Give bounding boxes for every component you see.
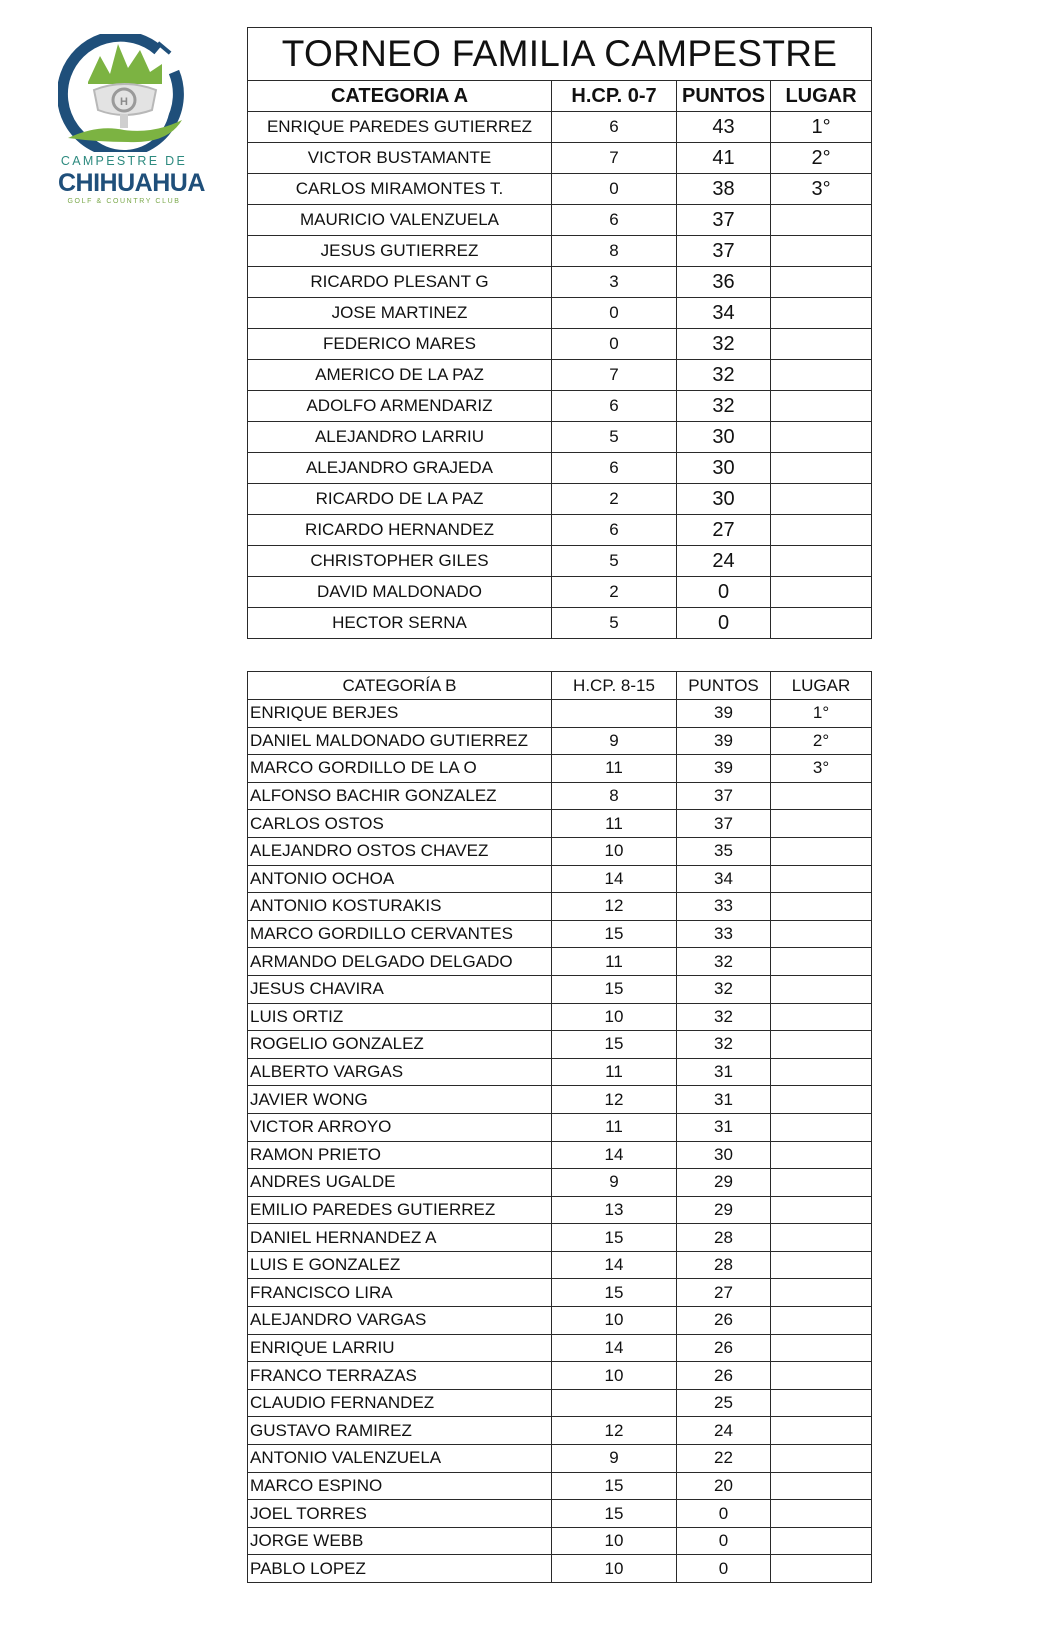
player-name-cell: RICARDO PLESANT G <box>248 267 552 298</box>
points-cell: 36 <box>677 267 771 298</box>
place-cell <box>771 267 872 298</box>
table-row <box>248 1472 872 1500</box>
table-row <box>248 1307 872 1335</box>
handicap-cell <box>552 700 677 728</box>
table-row <box>248 810 872 838</box>
place-cell <box>771 329 872 360</box>
handicap-cell: 11 <box>552 755 677 783</box>
place-cell: 2° <box>771 143 872 174</box>
player-name-cell: RAMON PRIETO <box>248 1141 552 1169</box>
handicap-cell: 15 <box>552 1472 677 1500</box>
points-cell: 43 <box>677 112 771 143</box>
points-cell: 26 <box>677 1334 771 1362</box>
table-row <box>248 1417 872 1445</box>
table-row <box>248 1086 872 1114</box>
handicap-cell: 15 <box>552 1031 677 1059</box>
player-name-cell: PABLO LOPEZ <box>248 1555 552 1583</box>
table-row <box>248 1389 872 1417</box>
place-cell <box>771 1113 872 1141</box>
table-row <box>248 727 872 755</box>
points-cell: 28 <box>677 1251 771 1279</box>
player-name-cell: ALEJANDRO VARGAS <box>248 1307 552 1335</box>
handicap-cell: 6 <box>552 112 677 143</box>
table-row <box>248 1224 872 1252</box>
handicap-cell: 9 <box>552 1445 677 1473</box>
table-row <box>248 360 872 391</box>
handicap-cell: 3 <box>552 267 677 298</box>
category-b-header-row <box>248 672 872 700</box>
place-cell <box>771 865 872 893</box>
table-row <box>248 267 872 298</box>
page-title: TORNEO FAMILIA CAMPESTRE <box>248 28 872 81</box>
table-row <box>248 298 872 329</box>
table-row <box>248 1058 872 1086</box>
place-cell <box>771 1389 872 1417</box>
table-row <box>248 975 872 1003</box>
player-name-cell: CARLOS MIRAMONTES T. <box>248 174 552 205</box>
points-cell: 37 <box>677 236 771 267</box>
table-row <box>248 1169 872 1197</box>
place-cell <box>771 810 872 838</box>
club-logo <box>58 34 205 214</box>
handicap-cell: 7 <box>552 143 677 174</box>
table-row <box>248 112 872 143</box>
points-cell: 34 <box>677 298 771 329</box>
player-name-cell: JESUS CHAVIRA <box>248 975 552 1003</box>
points-cell: 0 <box>677 1555 771 1583</box>
player-name-cell: ENRIQUE BERJES <box>248 700 552 728</box>
points-cell: 34 <box>677 865 771 893</box>
place-cell <box>771 1224 872 1252</box>
player-name-cell: DANIEL MALDONADO GUTIERREZ <box>248 727 552 755</box>
place-cell <box>771 782 872 810</box>
place-cell <box>771 920 872 948</box>
table-row <box>248 515 872 546</box>
handicap-cell: 2 <box>552 577 677 608</box>
player-name-cell: ANTONIO OCHOA <box>248 865 552 893</box>
handicap-cell: 11 <box>552 948 677 976</box>
place-cell <box>771 298 872 329</box>
player-name-cell: JESUS GUTIERREZ <box>248 236 552 267</box>
column-header-place: LUGAR <box>771 672 872 700</box>
points-cell: 27 <box>677 1279 771 1307</box>
place-cell <box>771 837 872 865</box>
points-cell: 39 <box>677 755 771 783</box>
handicap-cell: 15 <box>552 1224 677 1252</box>
handicap-cell: 10 <box>552 837 677 865</box>
player-name-cell: ALFONSO BACHIR GONZALEZ <box>248 782 552 810</box>
handicap-cell: 15 <box>552 975 677 1003</box>
place-cell <box>771 484 872 515</box>
table-row <box>248 1555 872 1583</box>
handicap-cell: 14 <box>552 1334 677 1362</box>
player-name-cell: DANIEL HERNANDEZ A <box>248 1224 552 1252</box>
table-row <box>248 893 872 921</box>
player-name-cell: ALEJANDRO OSTOS CHAVEZ <box>248 837 552 865</box>
player-name-cell: JORGE WEBB <box>248 1527 552 1555</box>
handicap-cell: 10 <box>552 1527 677 1555</box>
place-cell <box>771 422 872 453</box>
handicap-cell: 11 <box>552 1113 677 1141</box>
player-name-cell: ANTONIO KOSTURAKIS <box>248 893 552 921</box>
handicap-cell: 9 <box>552 1169 677 1197</box>
category-b-table <box>247 671 872 1583</box>
points-cell: 31 <box>677 1086 771 1114</box>
handicap-cell: 11 <box>552 810 677 838</box>
points-cell: 32 <box>677 391 771 422</box>
column-header-handicap: H.CP. 8-15 <box>552 672 677 700</box>
table-row <box>248 1445 872 1473</box>
points-cell: 24 <box>677 1417 771 1445</box>
points-cell: 32 <box>677 329 771 360</box>
handicap-cell: 15 <box>552 1500 677 1528</box>
player-name-cell: MARCO ESPINO <box>248 1472 552 1500</box>
player-name-cell: VICTOR ARROYO <box>248 1113 552 1141</box>
table-row <box>248 1031 872 1059</box>
player-name-cell: LUIS E GONZALEZ <box>248 1251 552 1279</box>
handicap-cell: 5 <box>552 608 677 639</box>
svg-text:H: H <box>120 96 128 108</box>
handicap-cell: 0 <box>552 298 677 329</box>
player-name-cell: RICARDO DE LA PAZ <box>248 484 552 515</box>
player-name-cell: HECTOR SERNA <box>248 608 552 639</box>
points-cell: 22 <box>677 1445 771 1473</box>
points-cell: 29 <box>677 1169 771 1197</box>
place-cell <box>771 1086 872 1114</box>
place-cell <box>771 1141 872 1169</box>
table-row <box>248 1362 872 1390</box>
points-cell: 33 <box>677 893 771 921</box>
player-name-cell: FRANCO TERRAZAS <box>248 1362 552 1390</box>
handicap-cell: 15 <box>552 920 677 948</box>
table-row <box>248 422 872 453</box>
points-cell: 28 <box>677 1224 771 1252</box>
player-name-cell: ALEJANDRO LARRIU <box>248 422 552 453</box>
table-row <box>248 1500 872 1528</box>
place-cell <box>771 236 872 267</box>
handicap-cell: 14 <box>552 1141 677 1169</box>
logo-line-chihuahua: CHIHUAHUA <box>58 169 205 197</box>
handicap-cell: 10 <box>552 1003 677 1031</box>
table-row <box>248 1003 872 1031</box>
place-cell: 1° <box>771 112 872 143</box>
place-cell <box>771 546 872 577</box>
table-row <box>248 577 872 608</box>
place-cell <box>771 1169 872 1197</box>
column-header-name: CATEGORIA A <box>248 81 552 112</box>
points-cell: 31 <box>677 1113 771 1141</box>
points-cell: 0 <box>677 1527 771 1555</box>
points-cell: 0 <box>677 577 771 608</box>
place-cell <box>771 1196 872 1224</box>
player-name-cell: EMILIO PAREDES GUTIERREZ <box>248 1196 552 1224</box>
column-header-place: LUGAR <box>771 81 872 112</box>
place-cell <box>771 1555 872 1583</box>
player-name-cell: ADOLFO ARMENDARIZ <box>248 391 552 422</box>
points-cell: 27 <box>677 515 771 546</box>
table-row <box>248 391 872 422</box>
place-cell <box>771 1307 872 1335</box>
place-cell <box>771 893 872 921</box>
handicap-cell: 0 <box>552 174 677 205</box>
handicap-cell: 6 <box>552 515 677 546</box>
place-cell <box>771 360 872 391</box>
player-name-cell: JOSE MARTINEZ <box>248 298 552 329</box>
points-cell: 32 <box>677 360 771 391</box>
player-name-cell: FEDERICO MARES <box>248 329 552 360</box>
handicap-cell: 8 <box>552 782 677 810</box>
player-name-cell: FRANCISCO LIRA <box>248 1279 552 1307</box>
place-cell <box>771 1279 872 1307</box>
player-name-cell: ENRIQUE LARRIU <box>248 1334 552 1362</box>
logo-line-campestre: CAMPESTRE DE <box>60 154 188 168</box>
player-name-cell: VICTOR BUSTAMANTE <box>248 143 552 174</box>
handicap-cell: 12 <box>552 1417 677 1445</box>
player-name-cell: ANDRES UGALDE <box>248 1169 552 1197</box>
table-row <box>248 700 872 728</box>
place-cell <box>771 1003 872 1031</box>
handicap-cell: 12 <box>552 893 677 921</box>
handicap-cell: 2 <box>552 484 677 515</box>
table-row <box>248 948 872 976</box>
place-cell <box>771 1031 872 1059</box>
place-cell: 3° <box>771 755 872 783</box>
player-name-cell: ALEJANDRO GRAJEDA <box>248 453 552 484</box>
table-row <box>248 205 872 236</box>
player-name-cell: CARLOS OSTOS <box>248 810 552 838</box>
place-cell <box>771 515 872 546</box>
points-cell: 32 <box>677 948 771 976</box>
handicap-cell: 5 <box>552 422 677 453</box>
place-cell <box>771 391 872 422</box>
logo-line-golf-country-club: GOLF & COUNTRY CLUB <box>67 198 181 205</box>
player-name-cell: RICARDO HERNANDEZ <box>248 515 552 546</box>
handicap-cell: 10 <box>552 1362 677 1390</box>
column-header-handicap: H.CP. 0-7 <box>552 81 677 112</box>
player-name-cell: CLAUDIO FERNANDEZ <box>248 1389 552 1417</box>
table-row <box>248 1334 872 1362</box>
player-name-cell: LUIS ORTIZ <box>248 1003 552 1031</box>
handicap-cell: 14 <box>552 865 677 893</box>
table-row <box>248 1527 872 1555</box>
category-a-header-row <box>248 81 872 112</box>
category-a-table <box>247 27 872 639</box>
player-name-cell: CHRISTOPHER GILES <box>248 546 552 577</box>
points-cell: 24 <box>677 546 771 577</box>
place-cell: 1° <box>771 700 872 728</box>
handicap-cell: 5 <box>552 546 677 577</box>
player-name-cell: ANTONIO VALENZUELA <box>248 1445 552 1473</box>
points-cell: 32 <box>677 975 771 1003</box>
table-row <box>248 1251 872 1279</box>
column-header-points: PUNTOS <box>677 81 771 112</box>
handicap-cell: 13 <box>552 1196 677 1224</box>
handicap-cell: 14 <box>552 1251 677 1279</box>
handicap-cell: 7 <box>552 360 677 391</box>
points-cell: 37 <box>677 205 771 236</box>
points-cell: 37 <box>677 782 771 810</box>
points-cell: 32 <box>677 1031 771 1059</box>
table-row <box>248 1196 872 1224</box>
table-row <box>248 1279 872 1307</box>
place-cell <box>771 1417 872 1445</box>
place-cell: 3° <box>771 174 872 205</box>
points-cell: 0 <box>677 608 771 639</box>
place-cell <box>771 1251 872 1279</box>
place-cell <box>771 453 872 484</box>
handicap-cell: 11 <box>552 1058 677 1086</box>
points-cell: 41 <box>677 143 771 174</box>
points-cell: 39 <box>677 700 771 728</box>
player-name-cell: GUSTAVO RAMIREZ <box>248 1417 552 1445</box>
points-cell: 26 <box>677 1307 771 1335</box>
table-row <box>248 546 872 577</box>
points-cell: 30 <box>677 484 771 515</box>
place-cell <box>771 608 872 639</box>
place-cell <box>771 205 872 236</box>
handicap-cell <box>552 1389 677 1417</box>
handicap-cell: 10 <box>552 1555 677 1583</box>
points-cell: 33 <box>677 920 771 948</box>
handicap-cell: 9 <box>552 727 677 755</box>
points-cell: 26 <box>677 1362 771 1390</box>
column-header-points: PUNTOS <box>677 672 771 700</box>
handicap-cell: 8 <box>552 236 677 267</box>
table-row <box>248 865 872 893</box>
points-cell: 25 <box>677 1389 771 1417</box>
points-cell: 20 <box>677 1472 771 1500</box>
player-name-cell: DAVID MALDONADO <box>248 577 552 608</box>
points-cell: 30 <box>677 422 771 453</box>
place-cell <box>771 1527 872 1555</box>
place-cell <box>771 1500 872 1528</box>
table-row <box>248 1113 872 1141</box>
points-cell: 32 <box>677 1003 771 1031</box>
table-row <box>248 920 872 948</box>
table-row <box>248 755 872 783</box>
handicap-cell: 6 <box>552 391 677 422</box>
points-cell: 30 <box>677 453 771 484</box>
player-name-cell: JAVIER WONG <box>248 1086 552 1114</box>
table-row <box>248 782 872 810</box>
place-cell <box>771 1445 872 1473</box>
player-name-cell: AMERICO DE LA PAZ <box>248 360 552 391</box>
points-cell: 39 <box>677 727 771 755</box>
points-cell: 31 <box>677 1058 771 1086</box>
points-cell: 0 <box>677 1500 771 1528</box>
points-cell: 37 <box>677 810 771 838</box>
handicap-cell: 12 <box>552 1086 677 1114</box>
player-name-cell: JOEL TORRES <box>248 1500 552 1528</box>
player-name-cell: ARMANDO DELGADO DELGADO <box>248 948 552 976</box>
points-cell: 35 <box>677 837 771 865</box>
handicap-cell: 6 <box>552 453 677 484</box>
golf-ball-logo-icon <box>58 34 190 152</box>
place-cell: 2° <box>771 727 872 755</box>
table-row <box>248 837 872 865</box>
place-cell <box>771 1334 872 1362</box>
player-name-cell: ENRIQUE PAREDES GUTIERREZ <box>248 112 552 143</box>
place-cell <box>771 975 872 1003</box>
points-cell: 30 <box>677 1141 771 1169</box>
table-row <box>248 453 872 484</box>
place-cell <box>771 1472 872 1500</box>
table-row <box>248 1141 872 1169</box>
table-row <box>248 143 872 174</box>
player-name-cell: MAURICIO VALENZUELA <box>248 205 552 236</box>
place-cell <box>771 577 872 608</box>
table-row <box>248 236 872 267</box>
column-header-name: CATEGORÍA B <box>248 672 552 700</box>
handicap-cell: 0 <box>552 329 677 360</box>
player-name-cell: ROGELIO GONZALEZ <box>248 1031 552 1059</box>
table-row <box>248 484 872 515</box>
place-cell <box>771 1362 872 1390</box>
player-name-cell: MARCO GORDILLO DE LA O <box>248 755 552 783</box>
player-name-cell: ALBERTO VARGAS <box>248 1058 552 1086</box>
player-name-cell: MARCO GORDILLO CERVANTES <box>248 920 552 948</box>
handicap-cell: 6 <box>552 205 677 236</box>
table-row <box>248 329 872 360</box>
handicap-cell: 15 <box>552 1279 677 1307</box>
table-row <box>248 608 872 639</box>
table-row <box>248 174 872 205</box>
place-cell <box>771 948 872 976</box>
handicap-cell: 10 <box>552 1307 677 1335</box>
points-cell: 38 <box>677 174 771 205</box>
place-cell <box>771 1058 872 1086</box>
points-cell: 29 <box>677 1196 771 1224</box>
